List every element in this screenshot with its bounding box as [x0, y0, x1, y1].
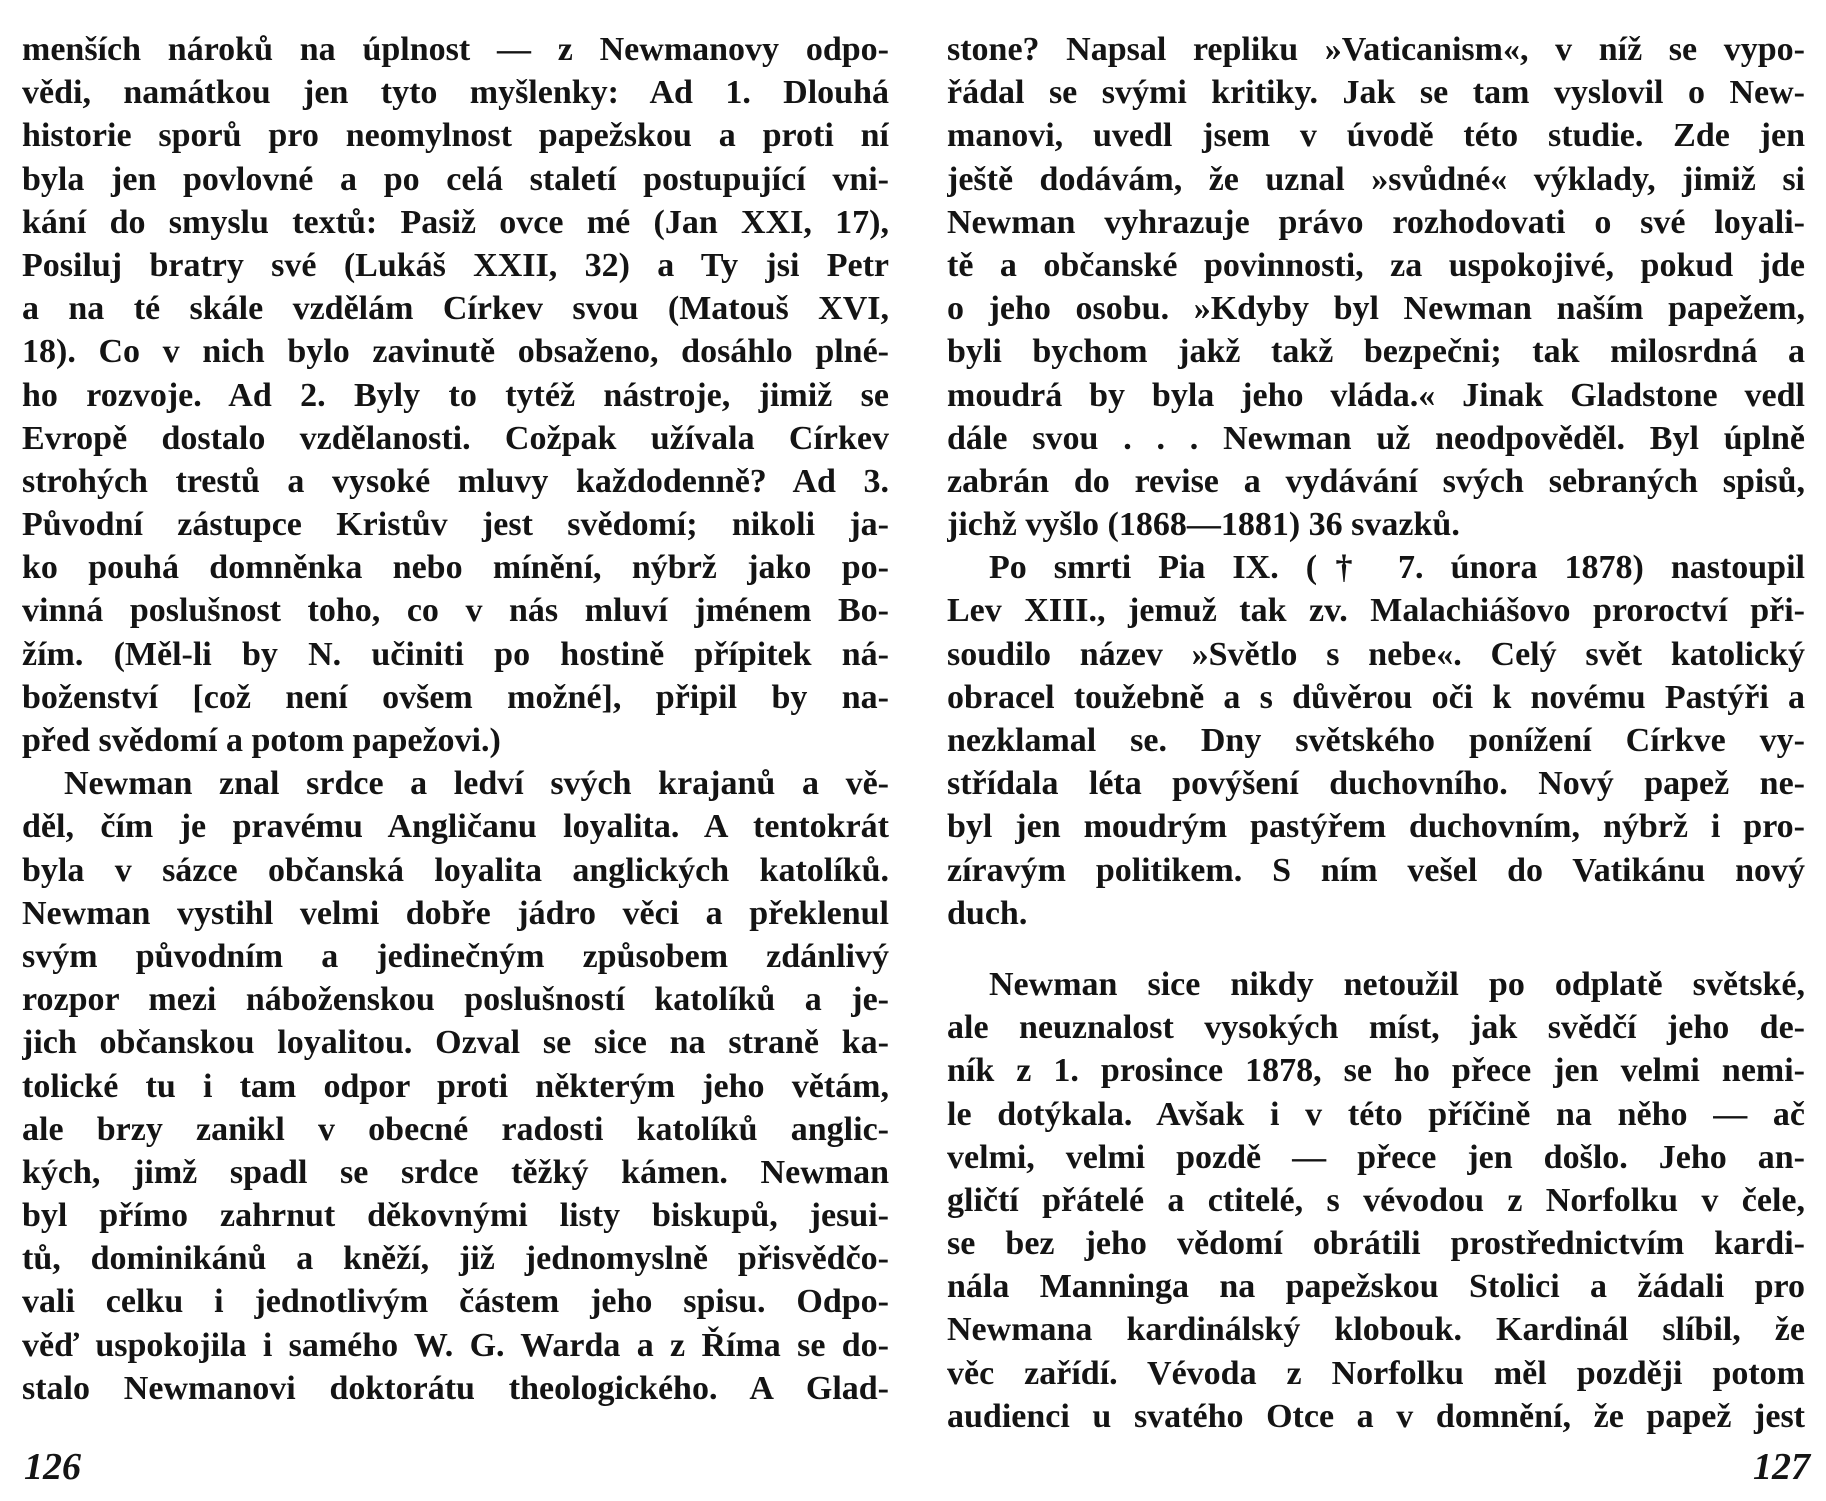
text-line: vědi, namátkou jen tyto myšlenky: Ad 1. Dlouhá	[22, 74, 889, 112]
text-line: byli bychom jakž takž bezpečni; tak milosrdná a	[947, 333, 1805, 371]
text-line: Newman vyhrazuje právo rozhodovati o své loyali-	[947, 203, 1805, 241]
text-line: soudilo název »Světlo s nebe«. Celý svět katolický	[947, 635, 1805, 673]
text-line: kých, jimž spadl se srdce těžký kámen. Newman	[22, 1153, 889, 1191]
text-line: ale neuznalost vysokých míst, jak svědčí jeho de-	[947, 1009, 1805, 1047]
text-line: menších nároků na úplnost — z Newmanovy odpo-	[22, 31, 889, 68]
text-line: střídala léta povýšení duchovního. Nový papež ne-	[947, 765, 1805, 803]
text-line: zíravým politikem. S ním vešel do Vatikánu nový	[947, 851, 1805, 889]
text-line: ještě dodávám, že uznal »svůdné« výklady, jimiž si	[947, 160, 1805, 198]
page-number-right: 127	[1753, 1446, 1810, 1488]
text-line: svým původním a jedinečným způsobem zdánlivý	[22, 937, 889, 975]
text-line: děl, čím je pravému Angličanu loyalita. A tentokrát	[22, 808, 889, 846]
text-line: a na té skále vzdělám Církev svou (Matouš XVI,	[22, 290, 889, 328]
text-line: se bez jeho vědomí obrátili prostřednictvím kardi-	[947, 1225, 1805, 1263]
text-line: stone? Napsal repliku »Vaticanism«, v níž se vypo-	[947, 31, 1805, 68]
text-line: vinná poslušnost toho, co v nás mluví jménem Bo-	[22, 592, 889, 630]
paragraph-first-line: Newman sice nikdy netoužil po odplatě světské,	[989, 965, 1805, 1003]
left-page-text	[22, 28, 889, 1410]
right-page-text	[947, 28, 1805, 1438]
text-line: tolické tu i tam odpor proti některým jeho větám,	[22, 1067, 889, 1105]
text-line: nezklamal se. Dny světského ponížení Církve vy-	[947, 722, 1805, 759]
text-line: Newmana kardinálský klobouk. Kardinál slíbil, že	[947, 1311, 1805, 1349]
text-line: obracel toužebně a s důvěrou oči k novému Pastýři a	[947, 678, 1805, 716]
text-line: byla jen povlovné a po celá staletí postupující vni-	[22, 160, 889, 198]
text-line: historie sporů pro neomylnost papežskou a proti ní	[22, 117, 889, 155]
text-line: audienci u svatého Otce a v domnění, že papež jest	[947, 1397, 1805, 1435]
text-line: byla v sázce občanská loyalita anglických katolíků.	[22, 851, 889, 889]
text-line: 18). Co v nich bylo zavinutě obsaženo, dosáhlo plné-	[22, 333, 889, 371]
text-line: o jeho osobu. »Kdyby byl Newman naším papežem,	[947, 290, 1805, 328]
text-line: ník z 1. prosince 1878, se ho přece jen velmi nemi-	[947, 1052, 1805, 1090]
text-line: dále svou . . . Newman už neodpověděl. Byl úplně	[947, 419, 1805, 457]
text-line: věď uspokojila i samého W. G. Warda a z Říma se do-	[22, 1326, 889, 1364]
text-line: jichž vyšlo (1868—1881) 36 svazků.	[947, 506, 1460, 544]
text-line: velmi, velmi pozdě — přece jen došlo. Jeho an-	[947, 1138, 1805, 1176]
text-line: věc zařídí. Vévoda z Norfolku měl později potom	[947, 1354, 1805, 1392]
text-line: byl přímo zahrnut děkovnými listy biskupů, jesui-	[22, 1197, 889, 1235]
text-line: tů, dominikánů a kněží, již jednomyslně přisvědčo-	[22, 1240, 889, 1278]
text-line: strohých trestů a vysoké mluvy každodenně? Ad 3.	[22, 462, 889, 500]
text-line: kání do smyslu textů: Pasiž ovce mé (Jan XXI, 17),	[22, 203, 889, 241]
paragraph-first-line: Po smrti Pia IX. († 7. února 1878) nastoupil	[989, 549, 1805, 587]
text-line: ko pouhá domněnka nebo mínění, nýbrž jako po-	[22, 549, 889, 587]
text-line: le dotýkala. Avšak i v této příčině na něho — ač	[947, 1095, 1805, 1133]
text-line: jich občanskou loyalitou. Ozval se sice na straně ka-	[22, 1024, 889, 1062]
text-line: Lev XIII., jemuž tak zv. Malachiášovo proroctví při-	[947, 592, 1805, 630]
text-line: rozpor mezi náboženskou poslušností katolíků a je-	[22, 981, 889, 1019]
text-line: duch.	[947, 894, 1028, 932]
text-line: nála Manninga na papežskou Stolici a žádali pro	[947, 1268, 1805, 1306]
text-line: vali celku i jednotlivým částem jeho spisu. Odpo-	[22, 1283, 889, 1321]
text-line: ale brzy zanikl v obecné radosti katolíků anglic-	[22, 1110, 889, 1148]
text-line: před svědomí a potom papežovi.)	[22, 722, 501, 759]
paragraph-first-line: Newman znal srdce a ledví svých krajanů a vě-	[64, 765, 889, 803]
text-line: stalo Newmanovi doktorátu theologického. A Glad-	[22, 1369, 889, 1407]
text-line: Posiluj bratry své (Lukáš XXII, 32) a Ty jsi Petr	[22, 246, 889, 284]
text-line: Newman vystihl velmi dobře jádro věci a překlenul	[22, 894, 889, 932]
text-line: ho rozvoje. Ad 2. Byly to tytéž nástroje, jimiž se	[22, 376, 889, 414]
text-line: byl jen moudrým pastýřem duchovním, nýbrž i pro-	[947, 808, 1805, 846]
text-line: zabrán do revise a vydávání svých sebraných spisů,	[947, 462, 1805, 500]
text-line: Evropě dostalo vzdělanosti. Cožpak užívala Církev	[22, 419, 889, 457]
text-line: řádal se svými kritiky. Jak se tam vyslovil o New-	[947, 74, 1805, 112]
text-line: Původní zástupce Kristův jest svědomí; nikoli ja-	[22, 506, 889, 544]
text-line: tě a občanské povinnosti, za uspokojivé, pokud jde	[947, 246, 1805, 284]
text-line: žím. (Měl-li by N. učiniti po hostině přípitek ná-	[22, 635, 889, 673]
text-line: gličtí přátelé a ctitelé, s vévodou z Norfolku v čele,	[947, 1181, 1805, 1219]
text-line: manovi, uvedl jsem v úvodě této studie. Zde jen	[947, 117, 1805, 155]
text-line: boženství [což není ovšem možné], připil by na-	[22, 678, 889, 716]
text-line: moudrá by byla jeho vláda.« Jinak Gladstone vedl	[947, 376, 1805, 414]
page-number-left: 126	[24, 1446, 81, 1488]
